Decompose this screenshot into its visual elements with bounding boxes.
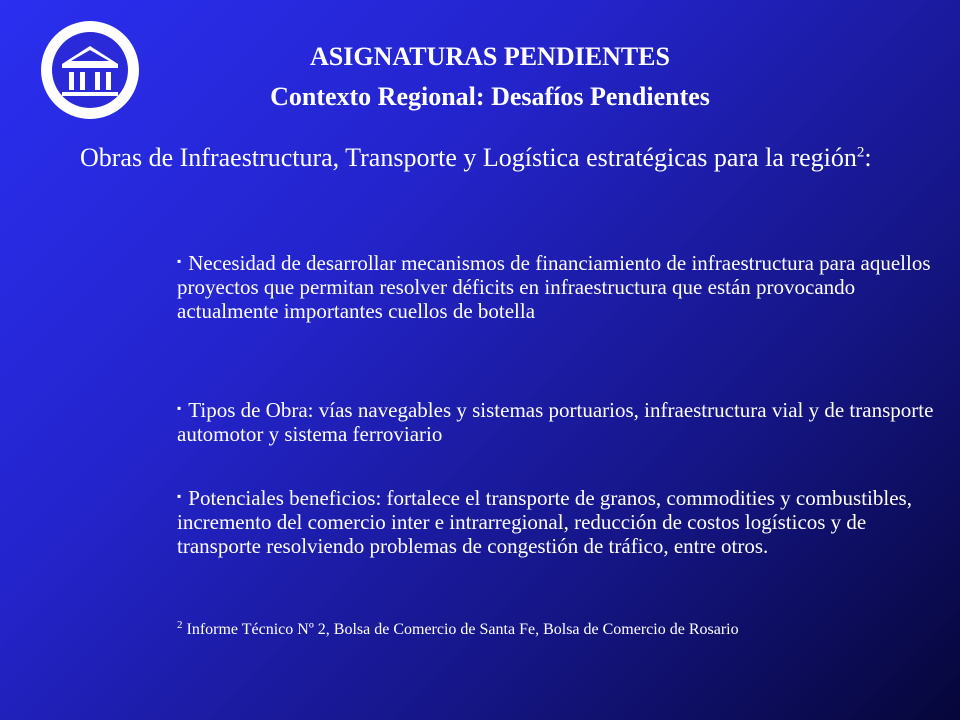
square-bullet-icon: ▪ (177, 401, 182, 415)
bullet-item (177, 484, 937, 558)
intro-text: Obras de Infraestructura, Transporte y Logística estratégicas para la región (80, 143, 857, 172)
intro-footnote-ref: 2 (856, 144, 865, 161)
bullet-text: Necesidad de desarrollar mecanismos de financiamiento de infraestructura para aquellos proyectos que permitan resolver déficits en infraestructura que están provocando actualmente importantes cuellos de botella (177, 251, 931, 323)
square-bullet-icon: ▪ (177, 489, 182, 503)
slide-title: ASIGNATURAS PENDIENTES (310, 42, 670, 71)
bullet-item (177, 396, 937, 446)
bullet-text: Tipos de Obra: vías navegables y sistemas portuarios, infraestructura vial y de transporte automotor y sistema ferroviario (177, 398, 934, 446)
bullet-text: Potenciales beneficios: fortalece el transporte de granos, commodities y combustibles, incremento del comercio inter e intrarregional, reducción de costos logísticos y de transporte resolviendo problemas de congestión de tráfico, entre otros. (177, 486, 912, 558)
intro-paragraph (80, 143, 940, 173)
footnote-number: 2 (177, 618, 183, 631)
square-bullet-icon: ▪ (177, 254, 182, 268)
footnote-text: Informe Técnico Nº 2, Bolsa de Comercio de Santa Fe, Bolsa de Comercio de Rosario (186, 621, 739, 638)
institution-columns-icon (38, 18, 142, 122)
footnote (177, 620, 947, 640)
intro-suffix: : (864, 143, 872, 172)
bullet-item (177, 249, 937, 323)
slide-subtitle: Contexto Regional: Desafíos Pendientes (270, 82, 710, 111)
